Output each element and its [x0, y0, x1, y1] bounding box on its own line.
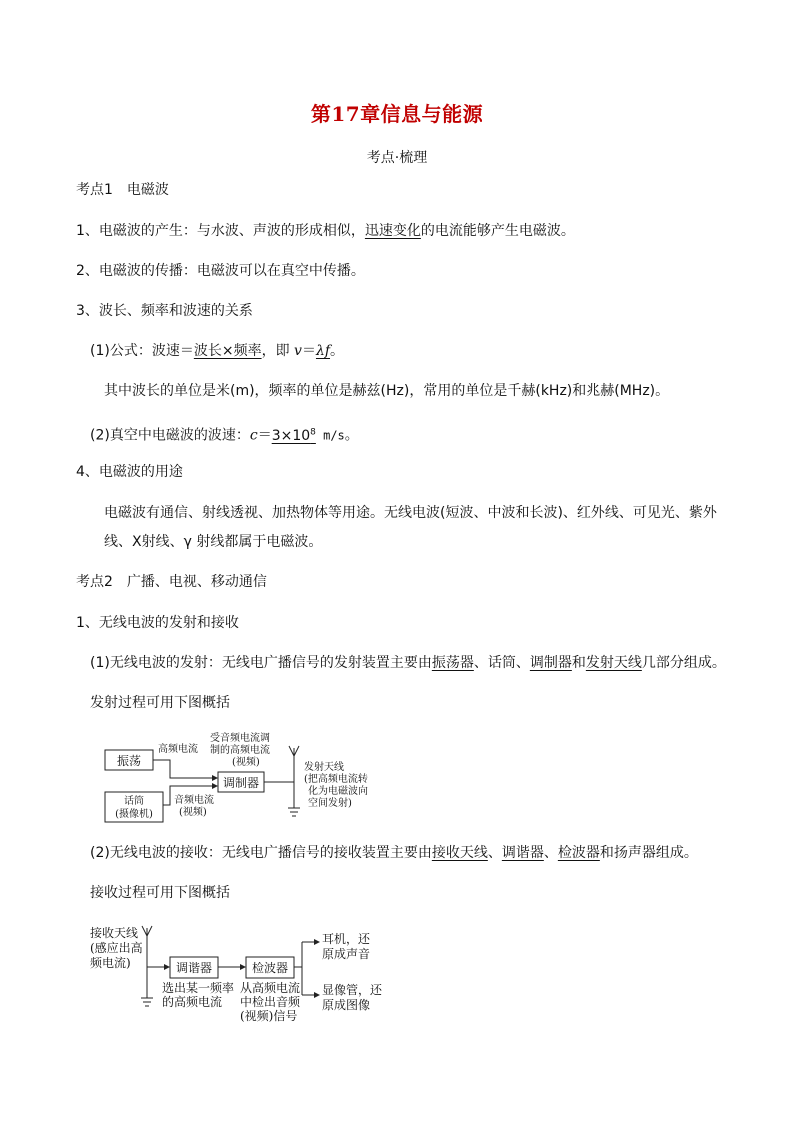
tuner-note-line1: 选出某一频率	[162, 981, 235, 995]
formula-prefix: (1)公式：波速＝	[90, 343, 194, 359]
kaodian2-heading: 考点2 广播、电视、移动通信	[76, 574, 267, 590]
out2-label-line1: 显像管，还	[322, 983, 383, 997]
speed-prefix: (2)真空中电磁波的波速：	[90, 427, 250, 444]
formula-var-v: v	[294, 343, 302, 359]
modulator-label: 调制器	[222, 776, 260, 790]
rx-arrow-2	[240, 964, 246, 970]
formula-eq: ＝	[301, 343, 316, 359]
speed-end: 。	[344, 427, 359, 444]
rx-arrow-3	[314, 939, 320, 945]
item1-prefix: 1、电磁波的产生：与水波、声波的形成相似，	[76, 223, 365, 239]
speed-eq: ＝	[257, 427, 272, 444]
emit-antenna-label-line3: 化为电磁波向	[308, 786, 368, 797]
rx-antenna-arm-right	[147, 926, 152, 936]
kaodian1-item2: 2、电磁波的传播：电磁波可以在真空中传播。	[76, 263, 365, 279]
detector-note-line2: 中检出音频	[240, 995, 301, 1009]
mic-label-line2: (摄像机)	[115, 809, 153, 820]
rx-antenna-label-line1: 接收天线	[90, 926, 139, 940]
receive-key-tuner: 调谐器	[501, 845, 544, 861]
audio-label-line1: 音频电流	[174, 795, 214, 806]
receive-sep2: 、	[543, 845, 558, 861]
receive-key-detector: 检波器	[557, 845, 600, 861]
modulated-label-line2: 制的高频电流	[210, 745, 270, 756]
emit-prefix: (1)无线电波的发射：无线电广播信号的发射装置主要由	[90, 655, 432, 671]
formula-mid: ，即	[261, 343, 295, 359]
receive-caption: 接收过程可用下图概括	[90, 885, 230, 901]
audio-label-line2: (视频)	[179, 807, 207, 818]
out1-label-line2: 原成声音	[322, 947, 371, 961]
rx-arrow-1	[164, 964, 170, 970]
emit-key-modulator: 调制器	[529, 655, 572, 671]
formula-end: 。	[330, 343, 345, 359]
emit-antenna-label-line2: (把高频电流转	[304, 774, 368, 785]
rx-arrow-4	[314, 992, 320, 998]
out1-label-line1: 耳机，还	[322, 932, 371, 946]
emit-end: 几部分组成。	[641, 655, 726, 671]
item1-suffix: 的电流能够产生电磁波。	[420, 223, 575, 239]
modulated-label-line3: (视频)	[232, 757, 260, 768]
rx-antenna-arm-left	[142, 926, 147, 936]
speed-unit: m/s	[315, 428, 345, 443]
speed-exponent: 8	[310, 427, 316, 437]
kaodian1-item4-heading: 4、电磁波的用途	[76, 464, 183, 480]
detector-note-line3: (视频)信号	[240, 1009, 298, 1023]
receive-sep1: 、	[487, 845, 502, 861]
emit-sep1: 、话筒、	[473, 655, 530, 671]
receive-prefix: (2)无线电波的接收：无线电广播信号的接收装置主要由	[90, 845, 432, 861]
emit-caption: 发射过程可用下图概括	[90, 695, 230, 711]
tuner-label: 调谐器	[175, 961, 213, 975]
detector-note-line1: 从高频电流	[240, 981, 301, 995]
chapter-title: 第17章信息与能源	[310, 102, 484, 126]
mic-label-line1: 话筒	[124, 796, 144, 807]
kaodian1-heading: 考点1 电磁波	[76, 182, 169, 198]
speed-base: 3×10	[271, 427, 311, 444]
emit-key-antenna: 发射天线	[585, 655, 642, 671]
emit-key-oscillator: 振荡器	[431, 655, 474, 671]
formula-key: 波长×频率	[193, 343, 262, 359]
detector-label: 检波器	[251, 961, 289, 975]
emit-antenna-label-line4: 空间发射)	[308, 798, 352, 809]
emit-sep2: 和	[571, 655, 586, 671]
oscillator-label: 振荡	[116, 754, 142, 768]
rx-antenna-label-line3: 频电流)	[90, 956, 131, 970]
receive-end: 和扬声器组成。	[599, 845, 698, 861]
receive-key-antenna: 接收天线	[431, 845, 488, 861]
units-line: 其中波长的单位是米(m)，频率的单位是赫兹(Hz)，常用的单位是千赫(kHz)和兆赫(MHz)。	[104, 383, 670, 399]
speed-var-c: c	[249, 427, 258, 444]
item1-key: 迅速变化	[364, 223, 421, 239]
section-subtitle: 考点·梳理	[366, 150, 428, 166]
modulated-label-line1: 受音频电流调	[210, 733, 270, 744]
tuner-note-line2: 的高频电流	[162, 995, 223, 1009]
kaodian2-item1-heading: 1、无线电波的发射和接收	[76, 615, 239, 631]
emit-antenna-label-line1: 发射天线	[304, 762, 344, 773]
item4-paragraph: 电磁波有通信、射线透视、加热物体等用途。无线电波(短波、中波和长波)、红外线、可见光、紫外线、X射线、γ 射线都属于电磁波。	[104, 505, 717, 550]
formula-expr: λf	[315, 343, 331, 359]
rx-antenna-label-line2: (感应出高	[90, 941, 143, 955]
hf-current-label: 高频电流	[158, 744, 198, 755]
kaodian1-item3-heading: 3、波长、频率和波速的关系	[76, 303, 253, 319]
out2-label-line2: 原成图像	[322, 998, 371, 1012]
